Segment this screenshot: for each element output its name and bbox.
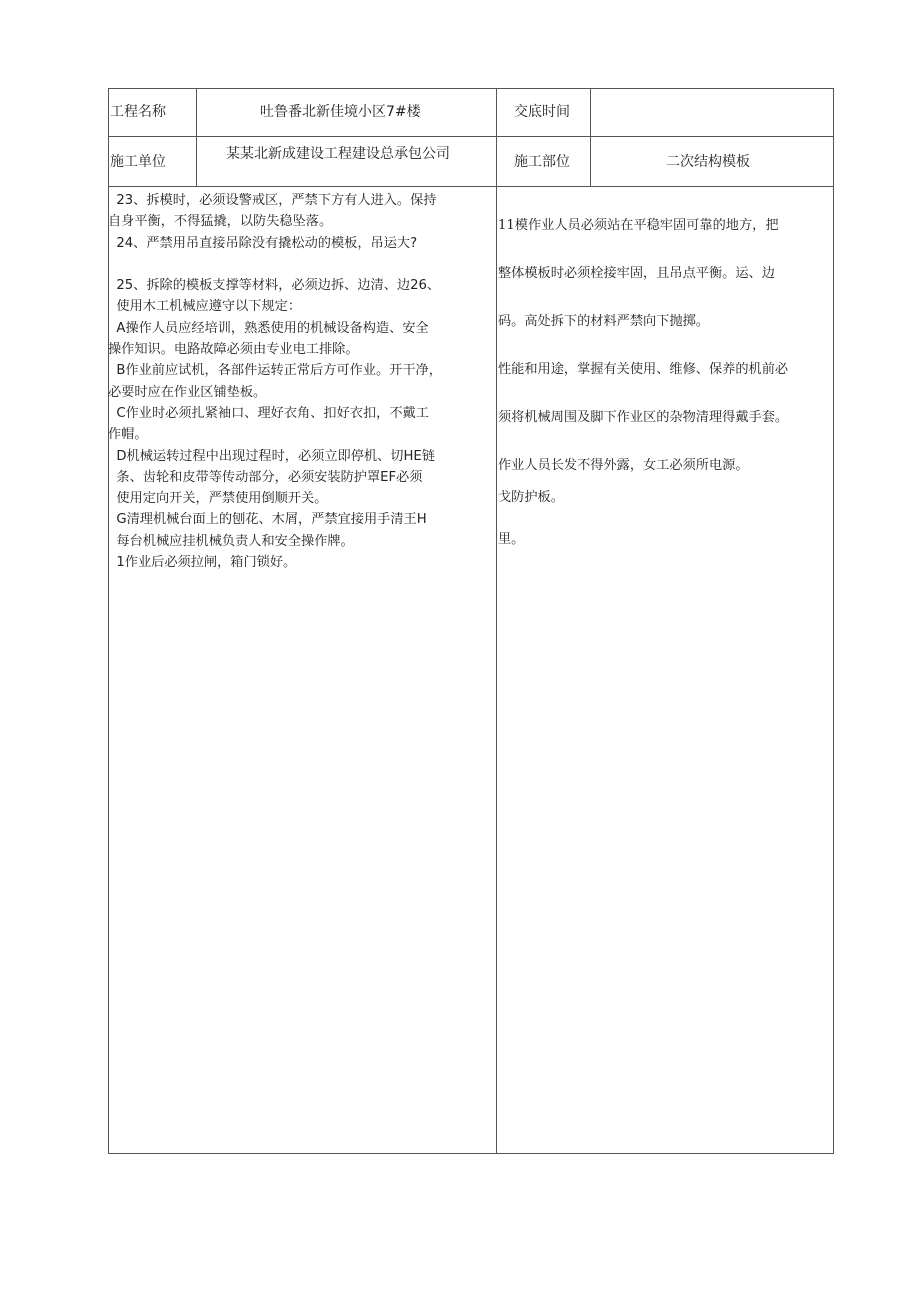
left-line: 23、拆模时，必须设警戒区，严禁下方有人进入。保持 xyxy=(108,193,437,208)
row-divider-1 xyxy=(108,136,834,137)
left-line xyxy=(108,254,496,275)
right-line: 整体模板时必须栓接牢固，且吊点平衡。运、边 xyxy=(498,266,775,281)
left-line: G清理机械台面上的刨花、木屑，严禁宜接用手清王H xyxy=(108,512,427,528)
project-name-value: 吐鲁番北新佳境小区7#楼 xyxy=(260,104,421,120)
row-divider-2 xyxy=(108,186,834,187)
left-line: 使用定向开关，严禁使用倒顺开关。 xyxy=(108,491,328,507)
left-line: 操作知识。电路故障必须由专业电工排除。 xyxy=(108,342,359,358)
left-line: C作业时必须扎紧袖口、理好衣角、扣好衣扣，不戴工 xyxy=(108,405,429,421)
left-line: B作业前应试机，各部件运转正常后方可作业。开干净， xyxy=(108,363,442,379)
project-name-label: 工程名称 xyxy=(110,104,166,120)
left-line: 使用木工机械应遵守以下规定： xyxy=(108,299,302,315)
left-line: 1作业后必须拉闸，箱门锁好。 xyxy=(108,555,297,571)
left-line: 作帽。 xyxy=(108,427,148,443)
left-line: 必要时应在作业区铺垫板。 xyxy=(108,384,267,400)
col-divider-label-2 xyxy=(590,88,591,186)
left-line: A操作人员应经培训，熟悉使用的机械设备构造、安全 xyxy=(108,320,429,336)
right-line: 里。 xyxy=(498,532,525,547)
location-value: 二次结构模板 xyxy=(666,154,750,170)
col-divider-label-1 xyxy=(196,88,197,186)
right-line: 作业人员长发不得外露，女工必须所电源。 xyxy=(498,458,749,473)
left-column-text xyxy=(108,190,496,573)
location-label: 施工部位 xyxy=(514,154,570,170)
right-line: 性能和用途，掌握有关使用、维修、保养的机前必 xyxy=(498,362,789,377)
contractor-label: 施工单位 xyxy=(110,154,166,170)
left-line: 24、严禁用吊直接吊除没有撬松动的模板，吊运大? xyxy=(108,235,418,251)
right-line: 11模作业人员必须站在平稳牢固可靠的地方，把 xyxy=(498,218,779,233)
left-line: 每台机械应挂机械负责人和安全操作牌。 xyxy=(108,533,354,549)
handover-form xyxy=(108,88,834,1154)
right-line: 戈防护板。 xyxy=(498,490,564,505)
left-line: 条、齿轮和皮带等传动部分，必须安装防护罩EF必须 xyxy=(108,469,423,485)
right-line: 须将机械周围及脚下作业区的杂物清理得戴手套。 xyxy=(498,410,789,425)
contractor-value: 某某北新成建设工程建设总承包公司 xyxy=(226,146,450,162)
col-divider-middle xyxy=(496,88,497,1154)
right-line: 码。高处拆下的材料严禁向下抛掷。 xyxy=(498,314,709,329)
left-line: 自身平衡，不得猛撬，以防失稳坠落。 xyxy=(108,214,333,230)
left-line: D机械运转过程中出现过程时，必须立即停机、切HE链 xyxy=(108,448,435,464)
left-line: 25、拆除的模板支撑等材料，必须边拆、边清、边26、 xyxy=(108,278,441,294)
handover-time-label: 交底时间 xyxy=(514,104,570,120)
